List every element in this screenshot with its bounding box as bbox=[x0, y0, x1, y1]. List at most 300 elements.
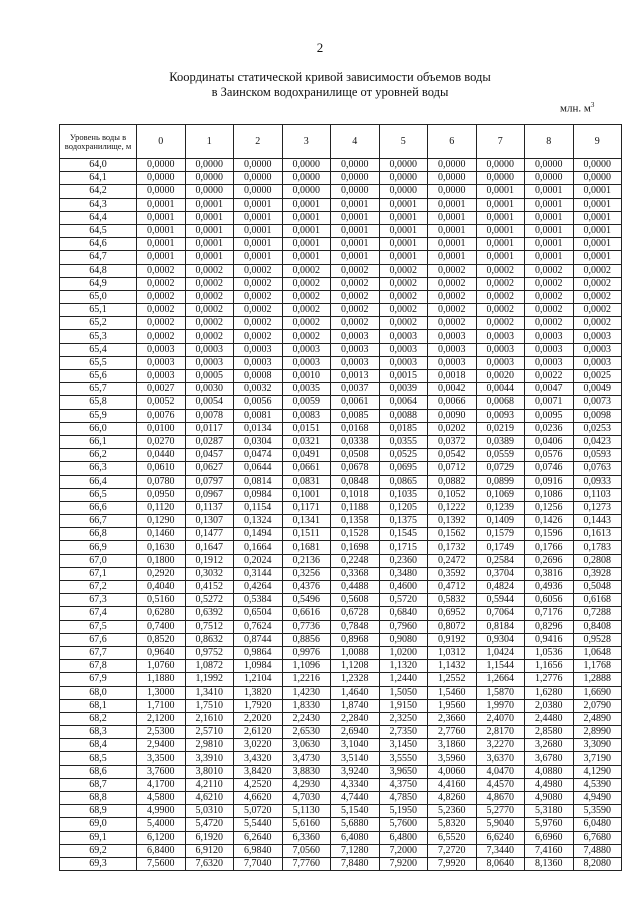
volume-cell: 4,4570 bbox=[476, 778, 525, 791]
level-cell: 67,2 bbox=[60, 581, 137, 594]
volume-cell: 0,0002 bbox=[476, 317, 525, 330]
volume-cell: 0,0474 bbox=[234, 449, 283, 462]
table-row bbox=[60, 844, 622, 857]
volume-cell: 0,0032 bbox=[234, 383, 283, 396]
volume-cell: 0,0001 bbox=[476, 238, 525, 251]
volume-cell: 0,7064 bbox=[476, 607, 525, 620]
volume-cell: 0,0061 bbox=[331, 396, 380, 409]
volume-cell: 1,1096 bbox=[282, 660, 331, 673]
level-cell: 67,5 bbox=[60, 620, 137, 633]
volume-cell: 0,0001 bbox=[573, 251, 622, 264]
level-cell: 65,7 bbox=[60, 383, 137, 396]
volume-cell: 0,0000 bbox=[573, 172, 622, 185]
volume-cell: 0,1375 bbox=[379, 515, 428, 528]
volume-cell: 0,1528 bbox=[331, 528, 380, 541]
volume-cell: 0,1426 bbox=[525, 515, 574, 528]
volume-cell: 7,2720 bbox=[428, 844, 477, 857]
volume-cell: 0,0000 bbox=[137, 185, 186, 198]
level-cell: 68,4 bbox=[60, 739, 137, 752]
volume-cell: 1,7510 bbox=[185, 699, 234, 712]
volume-cell: 0,0001 bbox=[282, 224, 331, 237]
volume-cell: 0,5608 bbox=[331, 594, 380, 607]
volume-cell: 0,0002 bbox=[234, 304, 283, 317]
volume-cell: 0,1545 bbox=[379, 528, 428, 541]
level-cell: 66,1 bbox=[60, 435, 137, 448]
volume-cell: 1,4640 bbox=[331, 686, 380, 699]
volume-cell: 5,9760 bbox=[525, 818, 574, 831]
volume-cell: 0,1783 bbox=[573, 541, 622, 554]
level-cell: 68,5 bbox=[60, 752, 137, 765]
level-cell: 66,2 bbox=[60, 449, 137, 462]
table-row bbox=[60, 330, 622, 343]
volume-cell: 0,1103 bbox=[573, 488, 622, 501]
volume-cell: 5,5440 bbox=[234, 818, 283, 831]
units-superscript: 3 bbox=[590, 101, 595, 109]
volume-cell: 0,0001 bbox=[185, 198, 234, 211]
volume-cell: 4,7030 bbox=[282, 792, 331, 805]
volume-cell: 0,0000 bbox=[234, 185, 283, 198]
volume-cell: 0,0270 bbox=[137, 435, 186, 448]
volume-cell: 0,0002 bbox=[137, 277, 186, 290]
volume-cell: 0,0678 bbox=[331, 462, 380, 475]
volume-cell: 3,1040 bbox=[331, 739, 380, 752]
volume-cell: 0,0355 bbox=[379, 435, 428, 448]
volume-cell: 4,7440 bbox=[331, 792, 380, 805]
volume-cell: 0,0003 bbox=[331, 356, 380, 369]
volume-cell: 0,0098 bbox=[573, 409, 622, 422]
volume-cell: 3,8830 bbox=[282, 765, 331, 778]
volume-cell: 0,0002 bbox=[379, 304, 428, 317]
level-cell: 64,9 bbox=[60, 277, 137, 290]
column-header: 0 bbox=[137, 125, 186, 159]
units-label bbox=[560, 101, 594, 115]
volume-cell: 1,9970 bbox=[476, 699, 525, 712]
volume-cell: 0,0304 bbox=[234, 435, 283, 448]
volume-cell: 0,0003 bbox=[185, 356, 234, 369]
volume-cell: 0,0003 bbox=[573, 356, 622, 369]
volume-cell: 0,0002 bbox=[234, 264, 283, 277]
volume-cell: 0,5720 bbox=[379, 594, 428, 607]
volume-cell: 0,0002 bbox=[282, 277, 331, 290]
volume-cell: 0,6392 bbox=[185, 607, 234, 620]
volume-cell: 1,0872 bbox=[185, 660, 234, 673]
volume-cell: 0,1766 bbox=[525, 541, 574, 554]
volume-cell: 1,2552 bbox=[428, 673, 477, 686]
volume-cell: 0,0015 bbox=[379, 370, 428, 383]
volume-cell: 0,0000 bbox=[234, 172, 283, 185]
table-row bbox=[60, 488, 622, 501]
volume-cell: 0,0085 bbox=[331, 409, 380, 422]
volume-cell: 0,0081 bbox=[234, 409, 283, 422]
volume-cell: 0,0003 bbox=[428, 356, 477, 369]
level-cell: 67,4 bbox=[60, 607, 137, 620]
volume-cell: 7,4160 bbox=[525, 844, 574, 857]
level-cell: 67,1 bbox=[60, 567, 137, 580]
table-row bbox=[60, 251, 622, 264]
volume-cell: 1,0312 bbox=[428, 646, 477, 659]
volume-cell: 0,0814 bbox=[234, 475, 283, 488]
volume-cell: 1,2888 bbox=[573, 673, 622, 686]
volume-cell: 0,0095 bbox=[525, 409, 574, 422]
volume-cell: 0,1698 bbox=[331, 541, 380, 554]
table-row bbox=[60, 211, 622, 224]
volume-cell: 0,0000 bbox=[573, 159, 622, 172]
volume-cell: 0,4040 bbox=[137, 581, 186, 594]
volume-cell: 5,2360 bbox=[428, 805, 477, 818]
volume-cell: 1,1992 bbox=[185, 673, 234, 686]
volume-cell: 0,0389 bbox=[476, 435, 525, 448]
table-row bbox=[60, 396, 622, 409]
volume-cell: 4,7850 bbox=[379, 792, 428, 805]
volume-cell: 0,4488 bbox=[331, 581, 380, 594]
volume-cell: 0,0001 bbox=[476, 185, 525, 198]
volume-cell: 2,2430 bbox=[282, 712, 331, 725]
volume-cell: 1,2216 bbox=[282, 673, 331, 686]
volume-cell: 0,1137 bbox=[185, 501, 234, 514]
volume-cell: 2,8990 bbox=[573, 726, 622, 739]
volume-cell: 0,0003 bbox=[282, 356, 331, 369]
volume-cell: 8,2080 bbox=[573, 857, 622, 870]
table-row bbox=[60, 792, 622, 805]
table-row bbox=[60, 541, 622, 554]
volume-cell: 0,8856 bbox=[282, 633, 331, 646]
volume-cell: 6,8400 bbox=[137, 844, 186, 857]
volume-cell: 7,0560 bbox=[282, 844, 331, 857]
volume-cell: 0,1562 bbox=[428, 528, 477, 541]
volume-cell: 0,0100 bbox=[137, 422, 186, 435]
volume-cell: 0,2472 bbox=[428, 554, 477, 567]
volume-cell: 6,2640 bbox=[234, 831, 283, 844]
volume-cell: 0,0001 bbox=[331, 238, 380, 251]
volume-cell: 1,7920 bbox=[234, 699, 283, 712]
volume-cell: 0,8408 bbox=[573, 620, 622, 633]
volume-cell: 0,0003 bbox=[379, 343, 428, 356]
volume-cell: 5,8320 bbox=[428, 818, 477, 831]
volume-cell: 4,9490 bbox=[573, 792, 622, 805]
volume-cell: 1,0200 bbox=[379, 646, 428, 659]
volume-cell: 0,7624 bbox=[234, 620, 283, 633]
volume-cell: 0,7512 bbox=[185, 620, 234, 633]
volume-cell: 4,4160 bbox=[428, 778, 477, 791]
volume-cell: 4,4980 bbox=[525, 778, 574, 791]
volume-cell: 0,0001 bbox=[234, 224, 283, 237]
volume-cell: 0,3704 bbox=[476, 567, 525, 580]
volume-cell: 0,0002 bbox=[331, 277, 380, 290]
volume-cell: 0,1511 bbox=[282, 528, 331, 541]
volume-cell: 0,0078 bbox=[185, 409, 234, 422]
column-header: 6 bbox=[428, 125, 477, 159]
volume-cell: 0,0002 bbox=[234, 317, 283, 330]
document-title bbox=[60, 70, 600, 100]
volume-cell: 6,6960 bbox=[525, 831, 574, 844]
volume-cell: 1,1320 bbox=[379, 660, 428, 673]
volume-cell: 0,0882 bbox=[428, 475, 477, 488]
volume-cell: 2,1610 bbox=[185, 712, 234, 725]
volume-cell: 0,0831 bbox=[282, 475, 331, 488]
volume-cell: 0,0000 bbox=[428, 185, 477, 198]
volume-cell: 1,0536 bbox=[525, 646, 574, 659]
volume-cell: 0,0003 bbox=[573, 330, 622, 343]
volume-cell: 8,1360 bbox=[525, 857, 574, 870]
volume-cell: 0,1732 bbox=[428, 541, 477, 554]
volume-cell: 7,7040 bbox=[234, 857, 283, 870]
volume-cell: 0,4712 bbox=[428, 581, 477, 594]
volume-cell: 0,0002 bbox=[137, 264, 186, 277]
volume-cell: 0,7176 bbox=[525, 607, 574, 620]
volume-cell: 0,0068 bbox=[476, 396, 525, 409]
volume-cell: 0,0000 bbox=[331, 172, 380, 185]
volume-cell: 0,0002 bbox=[137, 317, 186, 330]
volume-cell: 0,1154 bbox=[234, 501, 283, 514]
level-cell: 68,7 bbox=[60, 778, 137, 791]
volume-cell: 0,8520 bbox=[137, 633, 186, 646]
volume-cell: 5,6160 bbox=[282, 818, 331, 831]
volume-cell: 0,0001 bbox=[379, 238, 428, 251]
level-cell: 64,8 bbox=[60, 264, 137, 277]
column-header: 7 bbox=[476, 125, 525, 159]
volume-cell: 0,5160 bbox=[137, 594, 186, 607]
table-row bbox=[60, 304, 622, 317]
table-row bbox=[60, 449, 622, 462]
volume-cell: 0,0002 bbox=[573, 290, 622, 303]
volume-cell: 0,0001 bbox=[525, 198, 574, 211]
volume-cell: 0,0003 bbox=[525, 356, 574, 369]
volume-cell: 0,0219 bbox=[476, 422, 525, 435]
volume-cell: 7,9920 bbox=[428, 857, 477, 870]
level-cell: 65,3 bbox=[60, 330, 137, 343]
table-row bbox=[60, 752, 622, 765]
table-row bbox=[60, 831, 622, 844]
volume-cell: 0,9752 bbox=[185, 646, 234, 659]
volume-cell: 0,0001 bbox=[282, 211, 331, 224]
volume-cell: 0,0064 bbox=[379, 396, 428, 409]
volume-cell: 4,0880 bbox=[525, 765, 574, 778]
table-row bbox=[60, 633, 622, 646]
volume-cell: 0,0030 bbox=[185, 383, 234, 396]
volume-cell: 0,0002 bbox=[525, 304, 574, 317]
volume-cell: 0,0039 bbox=[379, 383, 428, 396]
volume-cell: 1,5050 bbox=[379, 686, 428, 699]
volume-cell: 0,1307 bbox=[185, 515, 234, 528]
volume-cell: 0,6616 bbox=[282, 607, 331, 620]
volume-cell: 0,0052 bbox=[137, 396, 186, 409]
volume-cell: 0,3032 bbox=[185, 567, 234, 580]
volume-cell: 0,0054 bbox=[185, 396, 234, 409]
volume-cell: 0,0002 bbox=[379, 277, 428, 290]
volume-cell: 0,0093 bbox=[476, 409, 525, 422]
volume-cell: 0,0933 bbox=[573, 475, 622, 488]
volume-cell: 0,0001 bbox=[573, 211, 622, 224]
volume-cell: 0,0002 bbox=[573, 277, 622, 290]
volume-cell: 0,0000 bbox=[379, 185, 428, 198]
volume-cell: 0,1324 bbox=[234, 515, 283, 528]
volume-cell: 0,8632 bbox=[185, 633, 234, 646]
volume-cell: 4,8260 bbox=[428, 792, 477, 805]
volume-cell: 3,1860 bbox=[428, 739, 477, 752]
volume-cell: 0,0002 bbox=[573, 304, 622, 317]
volume-cell: 0,0002 bbox=[282, 330, 331, 343]
volume-cell: 2,2020 bbox=[234, 712, 283, 725]
volume-cell: 0,0071 bbox=[525, 396, 574, 409]
volume-cell: 0,0644 bbox=[234, 462, 283, 475]
volume-cell: 0,0151 bbox=[282, 422, 331, 435]
table-row bbox=[60, 383, 622, 396]
volume-cell: 0,0002 bbox=[379, 317, 428, 330]
volume-cell: 0,0003 bbox=[525, 330, 574, 343]
volume-cell: 4,5800 bbox=[137, 792, 186, 805]
volume-cell: 0,8744 bbox=[234, 633, 283, 646]
volume-cell: 4,0060 bbox=[428, 765, 477, 778]
table-row bbox=[60, 857, 622, 870]
table-row bbox=[60, 554, 622, 567]
volume-cell: 0,0002 bbox=[428, 264, 477, 277]
volume-cell: 0,0001 bbox=[234, 251, 283, 264]
volume-cell: 0,5832 bbox=[428, 594, 477, 607]
volume-cell: 0,0002 bbox=[137, 330, 186, 343]
volume-cell: 0,0440 bbox=[137, 449, 186, 462]
volume-cell: 0,0002 bbox=[282, 264, 331, 277]
volume-cell: 0,7288 bbox=[573, 607, 622, 620]
volume-cell: 0,0001 bbox=[234, 238, 283, 251]
volume-cell: 1,0760 bbox=[137, 660, 186, 673]
volume-cell: 2,5300 bbox=[137, 726, 186, 739]
title-line-1: Координаты статической кривой зависимости объемов воды bbox=[169, 70, 491, 84]
volume-cell: 1,3000 bbox=[137, 686, 186, 699]
table-row bbox=[60, 528, 622, 541]
volume-cell: 0,0001 bbox=[331, 198, 380, 211]
volume-cell: 1,2328 bbox=[331, 673, 380, 686]
volume-cell: 0,0168 bbox=[331, 422, 380, 435]
volume-cell: 0,7960 bbox=[379, 620, 428, 633]
volume-cell: 0,5272 bbox=[185, 594, 234, 607]
volume-cell: 0,1239 bbox=[476, 501, 525, 514]
volume-cell: 2,6120 bbox=[234, 726, 283, 739]
volume-cell: 0,7400 bbox=[137, 620, 186, 633]
volume-cell: 0,5496 bbox=[282, 594, 331, 607]
units-text: млн. м bbox=[560, 102, 591, 115]
volume-cell: 0,0003 bbox=[428, 330, 477, 343]
volume-cell: 5,2770 bbox=[476, 805, 525, 818]
volume-cell: 2,1200 bbox=[137, 712, 186, 725]
volume-cell: 0,9304 bbox=[476, 633, 525, 646]
table-row bbox=[60, 699, 622, 712]
volume-cell: 0,0002 bbox=[282, 304, 331, 317]
volume-cell: 0,0000 bbox=[282, 185, 331, 198]
volume-cell: 0,0134 bbox=[234, 422, 283, 435]
volume-cell: 0,0001 bbox=[428, 238, 477, 251]
volume-cell: 5,7600 bbox=[379, 818, 428, 831]
volume-cell: 0,0003 bbox=[525, 343, 574, 356]
level-cell: 64,1 bbox=[60, 172, 137, 185]
volume-cell: 0,0525 bbox=[379, 449, 428, 462]
level-cell: 67,6 bbox=[60, 633, 137, 646]
volume-cell: 1,1544 bbox=[476, 660, 525, 673]
volume-cell: 0,0037 bbox=[331, 383, 380, 396]
volume-cell: 0,1358 bbox=[331, 515, 380, 528]
volume-cell: 3,3910 bbox=[185, 752, 234, 765]
volume-cell: 0,0010 bbox=[282, 370, 331, 383]
column-header: 8 bbox=[525, 125, 574, 159]
volume-cell: 0,0457 bbox=[185, 449, 234, 462]
volume-cell: 3,6370 bbox=[476, 752, 525, 765]
level-cell: 67,8 bbox=[60, 660, 137, 673]
volume-cell: 0,9864 bbox=[234, 646, 283, 659]
level-cell: 65,2 bbox=[60, 317, 137, 330]
volume-cell: 1,1656 bbox=[525, 660, 574, 673]
volume-cell: 0,0001 bbox=[137, 211, 186, 224]
volume-cell: 0,0508 bbox=[331, 449, 380, 462]
table-row bbox=[60, 159, 622, 172]
table-row bbox=[60, 435, 622, 448]
level-cell: 65,4 bbox=[60, 343, 137, 356]
volume-cell: 0,9192 bbox=[428, 633, 477, 646]
volume-cell: 0,0056 bbox=[234, 396, 283, 409]
volume-cell: 0,0559 bbox=[476, 449, 525, 462]
volume-cell: 0,0001 bbox=[428, 198, 477, 211]
volume-cell: 0,0001 bbox=[379, 198, 428, 211]
volume-cell: 7,1280 bbox=[331, 844, 380, 857]
volume-cell: 0,1120 bbox=[137, 501, 186, 514]
volume-cell: 0,0002 bbox=[185, 277, 234, 290]
volume-cell: 1,0648 bbox=[573, 646, 622, 659]
volume-cell: 0,0001 bbox=[185, 238, 234, 251]
volume-cell: 0,4376 bbox=[282, 581, 331, 594]
volume-cell: 5,4720 bbox=[185, 818, 234, 831]
volume-cell: 4,0470 bbox=[476, 765, 525, 778]
level-cell: 66,9 bbox=[60, 541, 137, 554]
level-cell: 64,2 bbox=[60, 185, 137, 198]
volume-cell: 5,1130 bbox=[282, 805, 331, 818]
volume-cell: 0,0001 bbox=[282, 198, 331, 211]
volume-cell: 3,4730 bbox=[282, 752, 331, 765]
volume-cell: 1,4230 bbox=[282, 686, 331, 699]
volume-cell: 0,9976 bbox=[282, 646, 331, 659]
volume-cell: 1,8740 bbox=[331, 699, 380, 712]
volume-cell: 0,0002 bbox=[185, 304, 234, 317]
volume-cell: 0,0002 bbox=[185, 330, 234, 343]
volume-cell: 0,1256 bbox=[525, 501, 574, 514]
volume-cell: 5,0310 bbox=[185, 805, 234, 818]
volume-cell: 0,1001 bbox=[282, 488, 331, 501]
volume-cell: 0,0001 bbox=[185, 211, 234, 224]
volume-cell: 0,0001 bbox=[525, 185, 574, 198]
level-cell: 64,0 bbox=[60, 159, 137, 172]
volume-cell: 7,5600 bbox=[137, 857, 186, 870]
level-cell: 64,6 bbox=[60, 238, 137, 251]
volume-cell: 0,1579 bbox=[476, 528, 525, 541]
volume-cell: 0,1460 bbox=[137, 528, 186, 541]
volume-cell: 0,1290 bbox=[137, 515, 186, 528]
volume-cell: 6,9120 bbox=[185, 844, 234, 857]
volume-cell: 7,4880 bbox=[573, 844, 622, 857]
volume-cell: 0,0002 bbox=[525, 277, 574, 290]
volume-cell: 4,6210 bbox=[185, 792, 234, 805]
volume-cell: 0,0002 bbox=[234, 277, 283, 290]
volume-cell: 1,5870 bbox=[476, 686, 525, 699]
volume-cell: 4,9900 bbox=[137, 805, 186, 818]
volume-cell: 0,0916 bbox=[525, 475, 574, 488]
volume-cell: 0,0042 bbox=[428, 383, 477, 396]
volume-cell: 0,0797 bbox=[185, 475, 234, 488]
volume-cell: 7,7760 bbox=[282, 857, 331, 870]
column-header: 4 bbox=[331, 125, 380, 159]
volume-cell: 0,0003 bbox=[234, 356, 283, 369]
volume-cell: 0,0000 bbox=[428, 172, 477, 185]
volume-cell: 0,0002 bbox=[476, 264, 525, 277]
volume-cell: 0,1477 bbox=[185, 528, 234, 541]
volume-cell: 2,4070 bbox=[476, 712, 525, 725]
volume-cell: 0,1664 bbox=[234, 541, 283, 554]
